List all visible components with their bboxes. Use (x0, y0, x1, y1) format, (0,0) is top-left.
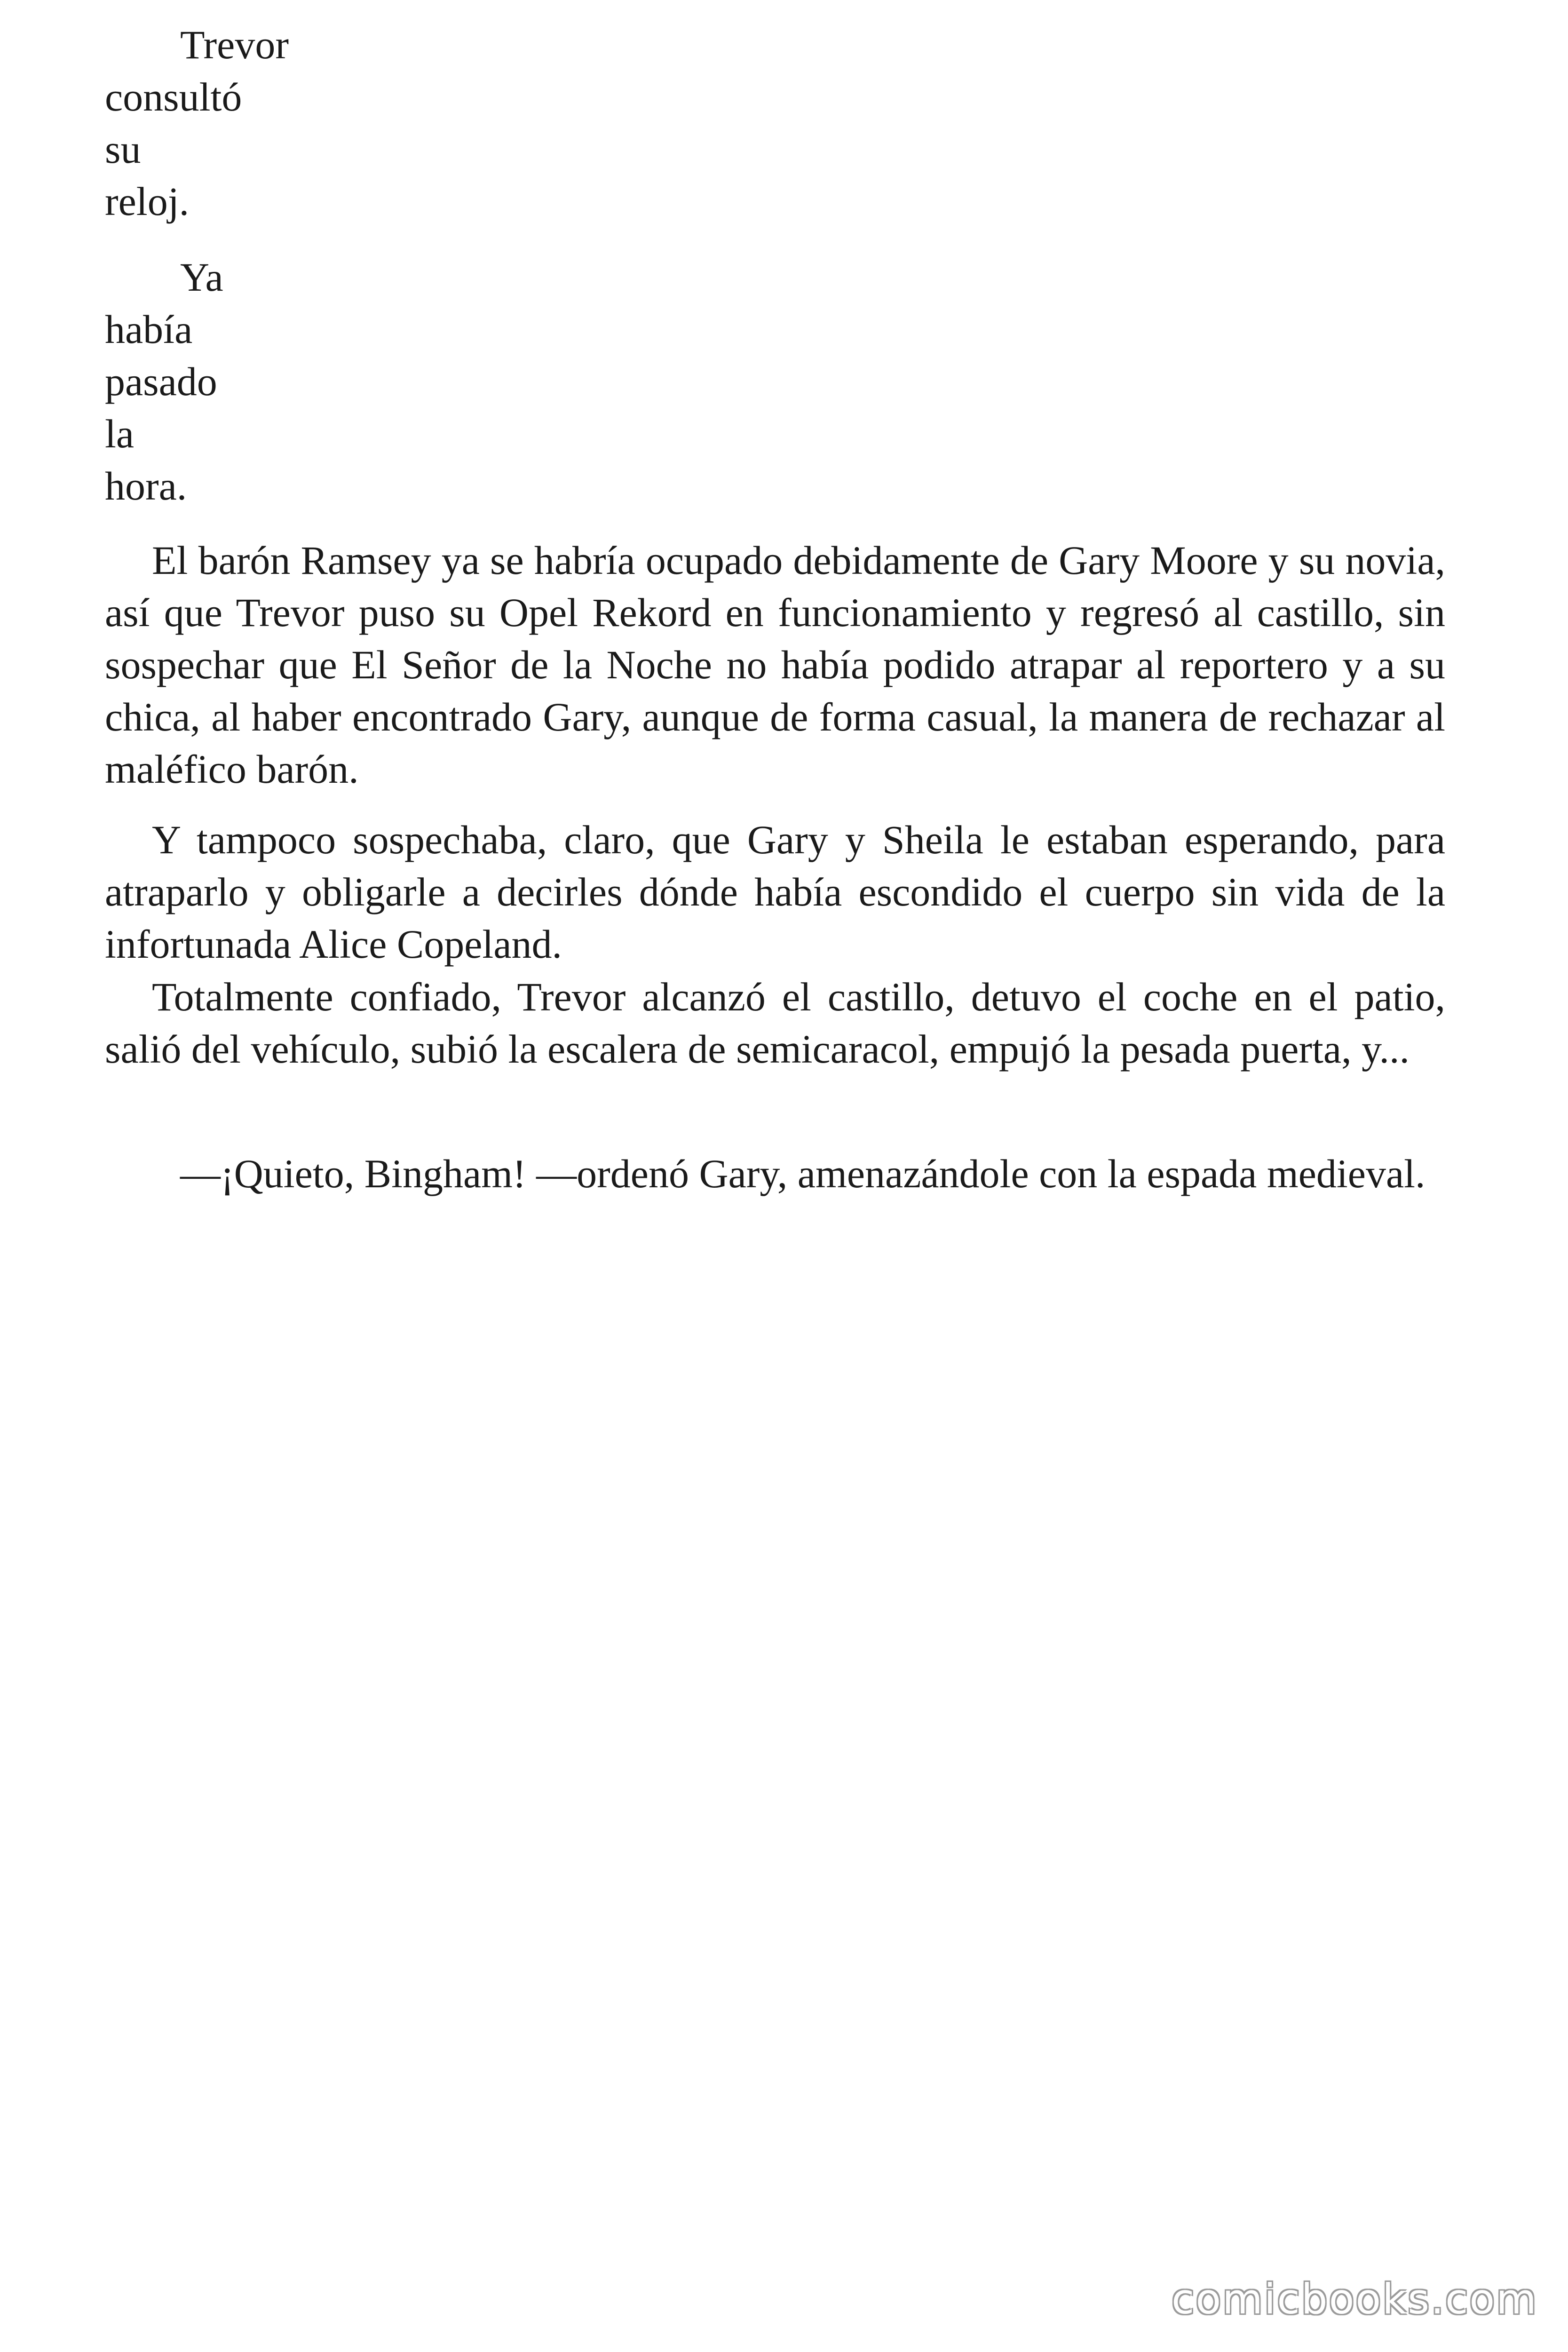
paragraph: Trevor consultó su reloj. (105, 22, 289, 224)
dialogue-paragraph: —¡Quieto, Bingham! —ordenó Gary, amenazándole con la espada medieval. (180, 1151, 1425, 1196)
paragraph: Y tampoco sospechaba, claro, que Gary y Sheila le estaban esperando, para atraparlo y obligarle a decirles dónde había escondido el cuerpo sin vida de la infortunada Alice Copeland. (105, 817, 1445, 967)
paragraph-6-block (105, 1148, 1469, 1200)
paragraph: Totalmente confiado, Trevor alcanzó el castillo, detuvo el coche en el patio, salió del vehículo, subió la escalera de semicaracol, empujó la pesada puerta, y... (105, 974, 1445, 1072)
paragraph: El barón Ramsey ya se habría ocupado debidamente de Gary Moore y su novia, así que Trevor puso su Opel Rekord en funcionamiento y regresó al castillo, sin sospechar que El Señor de la Noche no había podido atrapar al reportero y a su chica, al haber encontrado Gary, aunque de forma casual, la manera de rechazar al maléfico barón. (105, 538, 1445, 792)
watermark: comicbooks.com (1171, 2275, 1538, 2323)
paragraph-2-block (105, 251, 368, 512)
paragraph-4-block (105, 814, 1445, 970)
paragraph: Ya había pasado la hora. (105, 254, 223, 509)
paragraph-5-block (105, 971, 1445, 1075)
paragraph-1-block (105, 19, 368, 228)
paragraph-3-block (105, 534, 1445, 795)
